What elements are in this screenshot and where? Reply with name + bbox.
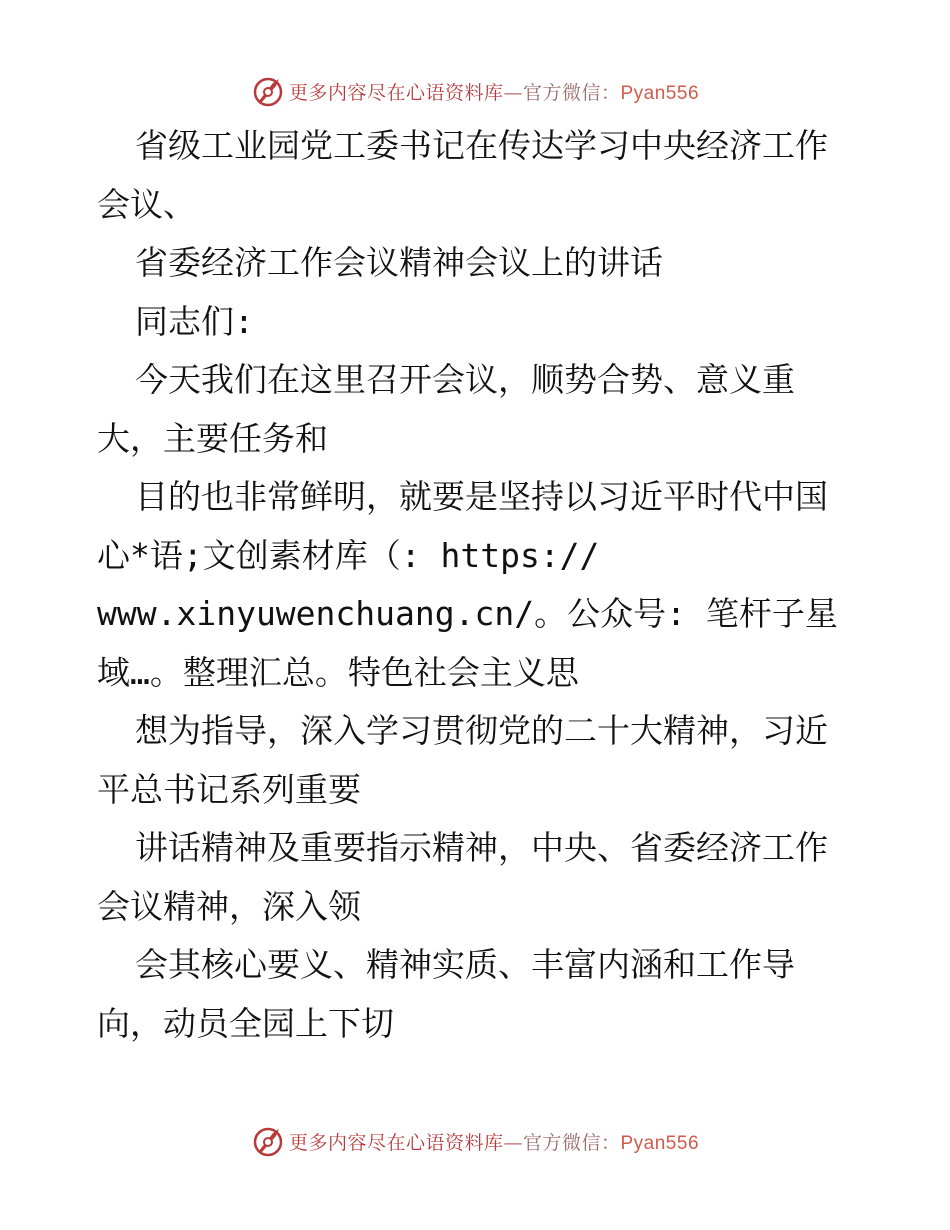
watermark-site-text: 更多内容尽在心语资料库: [288, 1131, 504, 1154]
watermark-text: [289, 78, 699, 105]
doc-line: 会议精神，深入领: [97, 887, 361, 926]
watermark-wechat-label: 官方微信：: [522, 81, 621, 104]
doc-line: 平总书记系列重要: [97, 770, 361, 809]
doc-line: 省级工业园党工委书记在传达学习中央经济工作: [135, 126, 828, 165]
doc-line: 域…。整理汇总。特色社会主义思: [97, 653, 579, 692]
doc-line: www.xinyuwenchuang.cn/。公众号: 笔杆子星: [97, 594, 838, 633]
doc-line: 今天我们在这里召开会议，顺势合势、意义重: [135, 360, 795, 399]
doc-line: 同志们:: [135, 302, 254, 341]
quill-pen-circle-icon: [251, 74, 285, 108]
watermark-account: Pyan556: [620, 1132, 700, 1154]
quill-pen-circle-icon: [251, 1124, 285, 1158]
watermark-account: Pyan556: [620, 82, 700, 104]
doc-line: 省委经济工作会议精神会议上的讲话: [135, 243, 663, 282]
doc-line: 心*语;文创素材库（: https://: [97, 536, 600, 575]
header-watermark: [0, 72, 950, 110]
doc-line: 会其核心要义、精神实质、丰富内涵和工作导: [135, 945, 795, 984]
doc-line: 目的也非常鲜明，就要是坚持以习近平时代中国: [135, 477, 828, 516]
doc-line: 讲话精神及重要指示精神，中央、省委经济工作: [135, 828, 828, 867]
watermark-wechat-label: 官方微信：: [522, 1131, 621, 1154]
footer-watermark: [0, 1122, 950, 1160]
doc-line: 大，主要任务和: [97, 419, 328, 458]
watermark-site-text: 更多内容尽在心语资料库: [288, 81, 504, 104]
doc-line: 向，动员全园上下切: [97, 1004, 394, 1043]
watermark-text: [289, 1128, 699, 1155]
doc-line: 会议、: [97, 185, 196, 224]
watermark-dash: —: [503, 1131, 523, 1154]
doc-line: 想为指导，深入学习贯彻党的二十大精神，习近: [135, 711, 828, 750]
watermark-dash: —: [503, 81, 523, 104]
